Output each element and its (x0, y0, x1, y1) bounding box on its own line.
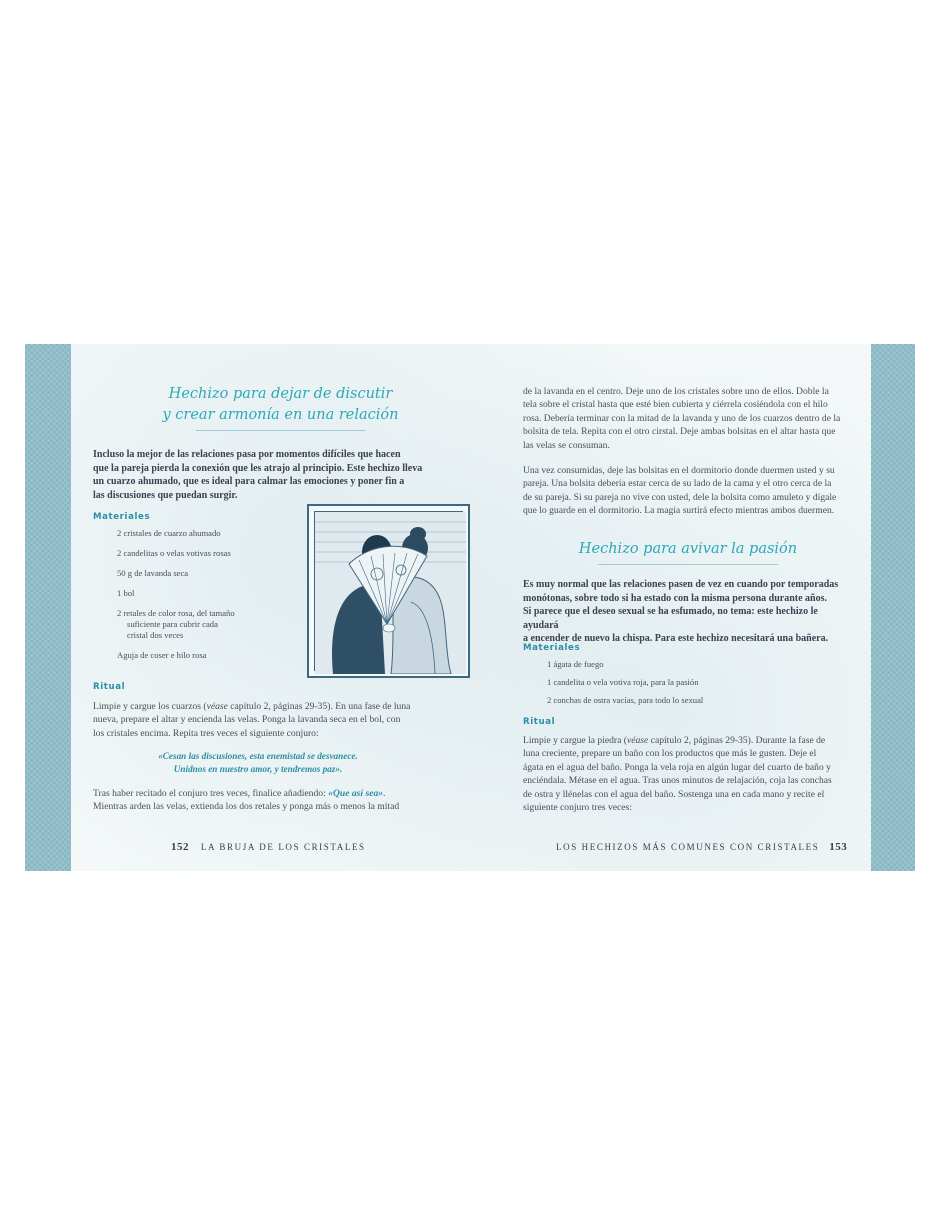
list-item: 1 candelita o vela votiva roja, para la pasión (547, 677, 699, 687)
right-continuation: de la lavanda en el centro. Deje uno de los cristales sobre uno de ellos. Doble la tela sobre el cristal hasta que esté bien cubierta y ciérrela cosiéndola con el hilo rosa. Debería terminar con la mitad de la lavanda y uno de los cuarzos dentro de la bolsita de tela. Repita con el otro cirstal. Deje ambas bolsitas en el altar hasta que las velas se consuman. (523, 386, 841, 451)
list-item: Aguja de coser e hilo rosa (117, 650, 207, 660)
right-ritual: Limpie y cargue la piedra (véase capítulo 2, páginas 29-35). Durante la fase de luna creciente, prepare un baño con los productos que más le gusten. Deje el ágata en el agua del baño. Ponga la vela roja en algún lugar del cuarto de baño y enciéndala. Métase en el agua. Tras unos minutos de relajación, coja las conchas de ostra y llénelas con el agua del baño. Sostenga una en cada mano y recite el siguiente conjuro tres veces: (523, 735, 832, 814)
list-item: 2 conchas de ostra vacías, para todo lo sexual (547, 695, 704, 705)
right-para2: Una vez consumidas, deje las bolsitas en el dormitorio donde duermen usted y su pareja. Una bolsita debería estar cerca de su lado de la cama y el otro cerca de la de su pareja. Si su pareja no vive con usted, dele la bolsita como amuleto y dígale que lo guarde en el dormitorio. La magia surtirá efecto mientras ambos duermen. (523, 465, 837, 517)
running-head: LA BRUJA DE LOS CRISTALES (200, 842, 366, 852)
list-item: 2 cristales de cuarzo ahumado (117, 528, 221, 538)
paper (71, 344, 871, 871)
right-intro: Es muy normal que las relaciones pasen de vez en cuando por temporadas monótonas, sobre todo si ha estado con la misma persona durante años. Si parece que el deseo sexual se ha esfumado, no tema: este hechizo le ayudará a encender de nuevo la chispa. Para este hechizo necesitará una bañera. (523, 579, 839, 645)
materials-list (117, 528, 277, 661)
ritual-label: Ritual (93, 682, 126, 692)
materials-list (547, 659, 827, 706)
running-head: LOS HECHIZOS MÁS COMUNES CON CRISTALES (556, 842, 820, 852)
page-number: 153 (829, 841, 848, 853)
left-closing: Tras haber recitado el conjuro tres veces, finalice añadiendo: «Que así sea». Mientras arden las velas, extienda los dos retales y ponga más o menos la mitad (93, 788, 400, 813)
right-footer (556, 841, 847, 853)
page-number: 152 (171, 841, 189, 853)
list-item: suficiente para cubrir cada (127, 619, 218, 629)
materials-label: Materiales (93, 512, 151, 522)
incantation: «Cesan las discusiones, esta enemistad se desvanece. Unidnos en nuestro amor, y tendremos paz». (158, 751, 358, 774)
list-item: cristal dos veces (127, 630, 184, 640)
ritual-label: Ritual (523, 717, 556, 727)
list-item: 1 bol (117, 588, 135, 598)
title-divider (598, 564, 778, 565)
couple-with-fan-engraving-icon (315, 512, 466, 674)
left-title-line1: Hechizo para dejar de discutir (168, 386, 393, 402)
list-item: 2 retales de color rosa, del tamaño (117, 608, 235, 618)
right-page (523, 344, 847, 871)
left-title-line2: y crear armonía en una relación (162, 407, 399, 423)
list-item: 50 g de lavanda seca (117, 568, 189, 578)
book-spread (25, 344, 915, 871)
left-ritual: Limpie y cargue los cuarzos (véase capítulo 2, páginas 29-35). En una fase de luna nueva, prepare el altar y encienda las velas. Ponga la lavanda seca en el bol, con los cristales encima. Repita tres veces el siguiente conjuro: (93, 701, 411, 739)
illustration-frame (307, 504, 470, 678)
left-footer (171, 841, 366, 853)
left-page (93, 344, 468, 871)
materials-label: Materiales (523, 643, 581, 653)
left-intro: Incluso la mejor de las relaciones pasa por momentos difíciles que hacen que la pareja pierda la conexión que les atrajo al principio. Este hechizo lleva un cuarzo ahumado, que es ideal para calmar las emociones y poner fin a las discusiones que puedan surgir. (93, 449, 423, 501)
list-item: 1 ágata de fuego (547, 659, 604, 669)
title-divider (196, 430, 366, 431)
right-title: Hechizo para avivar la pasión (578, 541, 798, 557)
list-item: 2 candelitas o velas votivas rosas (117, 548, 231, 558)
